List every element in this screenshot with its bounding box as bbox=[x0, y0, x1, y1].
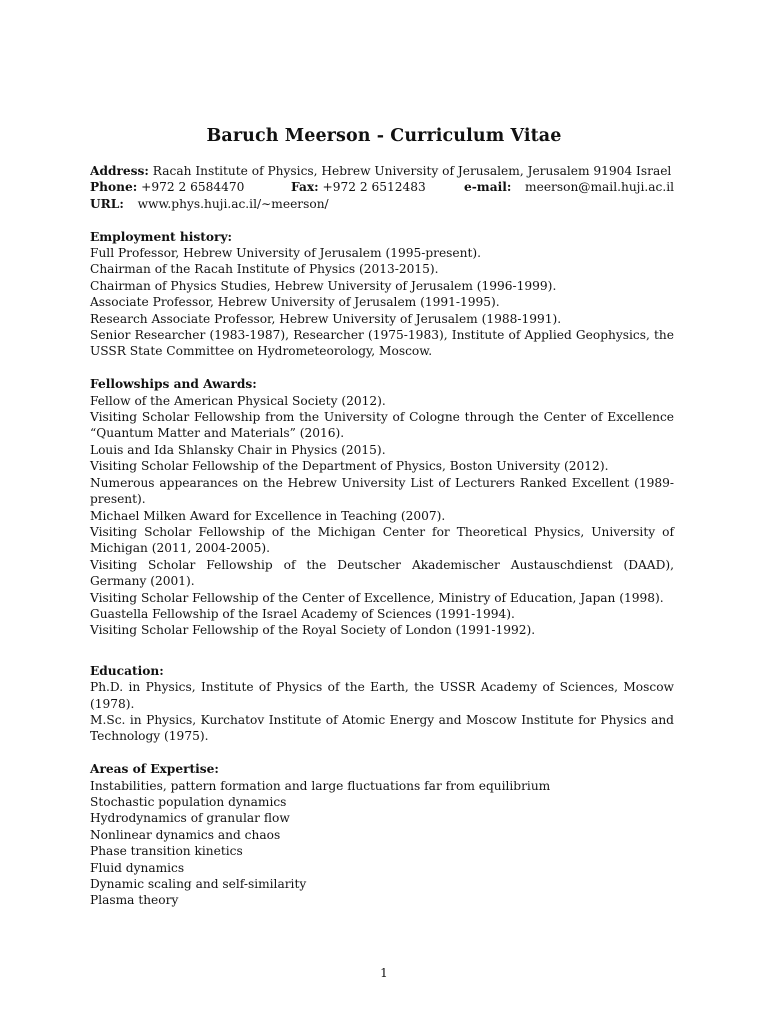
expertise-item: Fluid dynamics bbox=[90, 860, 185, 875]
phone-cell bbox=[90, 179, 291, 195]
fellowships-heading: Fellowships and Awards: bbox=[90, 377, 257, 392]
employment-item: Full Professor, Hebrew University of Jerusalem (1995-present). bbox=[90, 246, 482, 261]
url-line bbox=[90, 196, 674, 212]
address-line bbox=[90, 163, 674, 179]
education-item: Ph.D. in Physics, Institute of Physics of the Earth, the USSR Academy of Sciences, Moscow (1978). bbox=[90, 680, 674, 711]
expertise-heading: Areas of Expertise: bbox=[90, 762, 219, 777]
fellowship-item: Louis and Ida Shlansky Chair in Physics (2015). bbox=[90, 442, 386, 457]
fellowship-item: Guastella Fellowship of the Israel Academy of Sciences (1991-1994). bbox=[90, 606, 515, 621]
employment-item: Chairman of the Racah Institute of Physics (2013-2015). bbox=[90, 262, 439, 277]
education-item: M.Sc. in Physics, Kurchatov Institute of Atomic Energy and Moscow Institute for Physics and Technology (1975). bbox=[90, 712, 674, 744]
expertise-item: Nonlinear dynamics and chaos bbox=[90, 827, 281, 842]
phone-fax-email-line bbox=[90, 179, 674, 195]
fellowship-item: Michael Milken Award for Excellence in Teaching (2007). bbox=[90, 508, 446, 523]
education-list bbox=[90, 679, 674, 745]
expertise-item: Stochastic population dynamics bbox=[90, 794, 287, 809]
fellowship-item: Numerous appearances on the Hebrew University List of Lecturers Ranked Excellent (1989-present). bbox=[90, 475, 674, 507]
fax-value: +972 2 6512483 bbox=[322, 180, 426, 195]
cv-content bbox=[90, 163, 674, 909]
fellowship-item: Fellow of the American Physical Society (2012). bbox=[90, 393, 386, 408]
employment-item: Senior Researcher (1983-1987), Researcher (1975-1983), Institute of Applied Geophysics, the USSR State Committee on Hydrometeorology, Moscow. bbox=[90, 328, 674, 359]
phone-value: +972 2 6584470 bbox=[141, 180, 245, 195]
address-label: Address: bbox=[90, 164, 149, 178]
email-value[interactable]: meerson@mail.huji.ac.il bbox=[525, 180, 674, 195]
url-label: URL: bbox=[90, 196, 124, 211]
expertise-list bbox=[90, 778, 674, 909]
email-cell bbox=[464, 179, 674, 195]
employment-list bbox=[90, 245, 674, 360]
fellowship-item: Visiting Scholar Fellowship of the Department of Physics, Boston University (2012). bbox=[90, 459, 609, 474]
fellowship-item: Visiting Scholar Fellowship of the Deutscher Akademischer Austauschdienst (DAAD), Germany (2001). bbox=[90, 557, 674, 589]
fellowship-item: Visiting Scholar Fellowship of the Royal Society of London (1991-1992). bbox=[90, 623, 536, 638]
fellowships-list bbox=[90, 393, 674, 639]
employment-item: Chairman of Physics Studies, Hebrew University of Jerusalem (1996-1999). bbox=[90, 278, 557, 293]
fax-cell bbox=[291, 179, 464, 195]
page-number: 1 bbox=[380, 966, 388, 980]
phone-label: Phone: bbox=[90, 180, 138, 195]
fax-label: Fax: bbox=[291, 180, 319, 195]
fellowship-item: Visiting Scholar Fellowship from the University of Cologne through the Center of Excellence “Quantum Matter and Materials” (2016). bbox=[90, 410, 674, 441]
expertise-item: Instabilities, pattern formation and large fluctuations far from equilibrium bbox=[90, 778, 551, 793]
expertise-item: Phase transition kinetics bbox=[90, 844, 243, 859]
expertise-item: Plasma theory bbox=[90, 893, 179, 908]
expertise-item: Dynamic scaling and self-similarity bbox=[90, 877, 307, 892]
employment-item: Research Associate Professor, Hebrew University of Jerusalem (1988-1991). bbox=[90, 311, 562, 326]
education-heading: Education: bbox=[90, 663, 164, 678]
employment-item: Associate Professor, Hebrew University of Jerusalem (1991-1995). bbox=[90, 295, 500, 310]
email-label: e-mail: bbox=[464, 180, 512, 195]
document-title: Baruch Meerson - Curriculum Vitae bbox=[206, 126, 562, 146]
fellowship-item: Visiting Scholar Fellowship of the Michigan Center for Theoretical Physics, University of Michigan (2011, 2004-2005). bbox=[90, 524, 674, 556]
fellowship-item: Visiting Scholar Fellowship of the Center of Excellence, Ministry of Education, Japan (1998). bbox=[90, 590, 664, 605]
employment-heading: Employment history: bbox=[90, 229, 233, 244]
address-value: Racah Institute of Physics, Hebrew University of Jerusalem, Jerusalem 91904 Israel bbox=[152, 164, 672, 178]
expertise-item: Hydrodynamics of granular flow bbox=[90, 811, 290, 826]
url-value[interactable]: www.phys.huji.ac.il/∼meerson/ bbox=[137, 196, 329, 211]
